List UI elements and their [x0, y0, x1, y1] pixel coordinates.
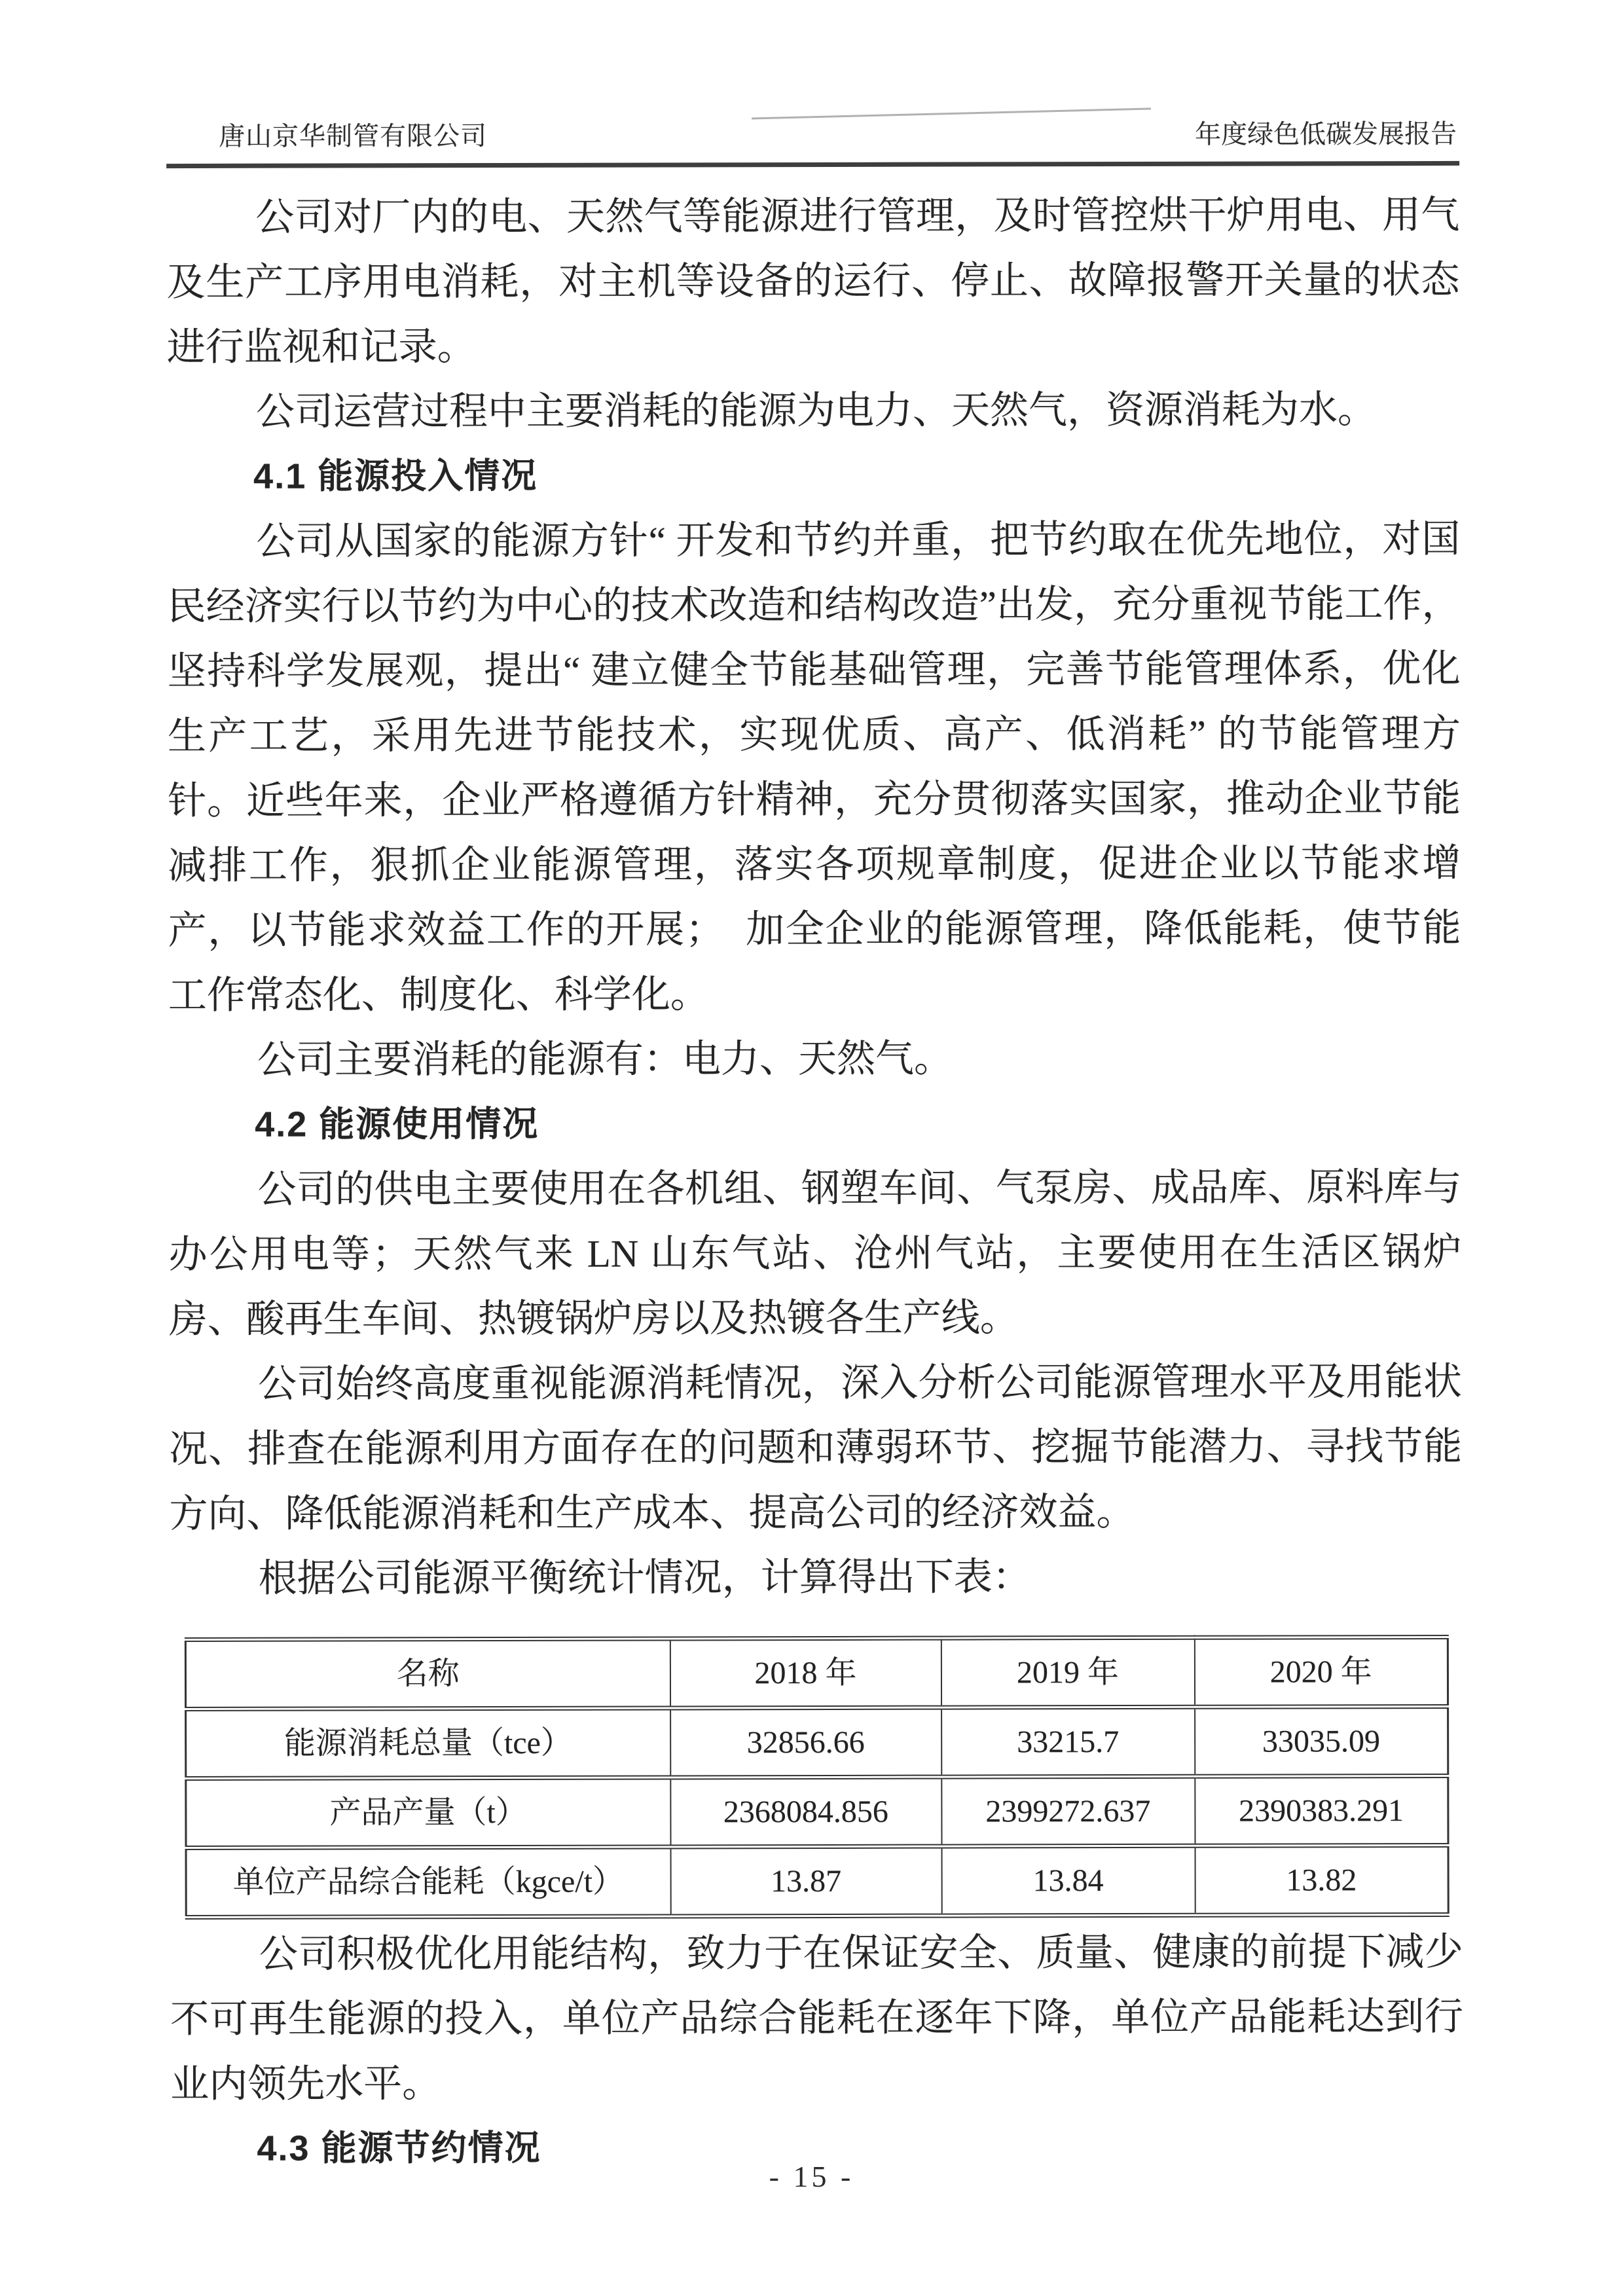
table-cell-value: 13.87	[670, 1846, 941, 1916]
section-heading-4-1: 4.1 能源投入情况	[253, 456, 538, 496]
table-cell-value: 32856.66	[670, 1707, 941, 1777]
paragraph-table-intro: 根据公司能源平衡统计情况，计算得出下表：	[258, 1555, 1031, 1600]
table-row	[186, 1776, 1448, 1848]
table-cell-value: 33035.09	[1195, 1706, 1448, 1776]
table-row	[186, 1706, 1448, 1778]
table-cell-value: 2368084.856	[670, 1777, 941, 1847]
header-company-name: 唐山京华制管有限公司	[218, 121, 488, 151]
table-cell-label: 单位产品综合能耗（kgce/t）	[186, 1847, 670, 1918]
table-header-row	[185, 1637, 1448, 1709]
table-row	[186, 1845, 1448, 1917]
table-cell-value: 13.82	[1195, 1845, 1448, 1915]
paragraph-energy-optimization: 公司积极优化用能结构，致力于在保证安全、质量、健康的前提下减少不可再生能源的投入，单位产品综合能耗在逐年下降，单位产品能耗达到行业内领先水平。	[170, 1929, 1464, 2106]
page-header	[166, 113, 1459, 168]
table-header-2019: 2019 年	[941, 1637, 1194, 1707]
paragraph-energy-policy: 公司从国家的能源方针“ 开发和节约并重，把节约取在优先地位，对国民经济实行以节约为中心的技术改造和结构改造”出发，充分重视节能工作，坚持科学发展观，提出“ 建立健全节能基础管理，完善节能管理体系，优化生产工艺，采用先进节能技术，实现优质、高产、低消耗” 的节能管理方针。近些年来，企业严格遵循方针精神，充分贯彻落实国家，推动企业节能减排工作，狠抓企业能源管理，落实各项规章制度，促进企业以节能求增产，以节能求效益工作的开展； 加全企业的能源管理，降低能耗，使节能工作常态化、制度化、科学化。	[167, 517, 1461, 1017]
paragraph-main-energy-types: 公司主要消耗的能源有：电力、天然气。	[257, 1036, 953, 1082]
table-cell-value: 13.84	[941, 1846, 1195, 1916]
energy-statistics-table	[185, 1635, 1450, 1920]
table-header-2018: 2018 年	[670, 1638, 941, 1708]
table-cell-value: 2390383.291	[1195, 1776, 1448, 1846]
section-heading-4-2: 4.2 能源使用情况	[255, 1104, 539, 1144]
paragraph-energy-management: 公司对厂内的电、天然气等能源进行管理，及时管控烘干炉用电、用气及生产工序用电消耗，对主机等设备的运行、停止、故障报警开关量的状态进行监视和记录。	[166, 192, 1460, 369]
header-report-title: 年度绿色低碳发展报告	[1194, 118, 1457, 149]
paragraph-energy-analysis: 公司始终高度重视能源消耗情况，深入分析公司能源管理水平及用能状况、排查在能源利用方面存在的问题和薄弱环节、挖掘节能潜力、寻找节能方向、降低能源消耗和生产成本、提高公司的经济效益。	[169, 1359, 1463, 1536]
page-number: - 15 -	[769, 2160, 854, 2193]
table-cell-value: 2399272.637	[941, 1776, 1195, 1846]
page-content	[166, 0, 1464, 2181]
document-body	[166, 183, 1463, 2181]
table-cell-value: 33215.7	[941, 1707, 1195, 1777]
paragraph-energy-consumed: 公司运营过程中主要消耗的能源为电力、天然气，资源消耗为水。	[255, 388, 1377, 433]
table-header-2020: 2020 年	[1194, 1637, 1448, 1707]
section-heading-4-3: 4.3 能源节约情况	[257, 2128, 541, 2168]
paragraph-electricity-gas-usage: 公司的供电主要使用在各机组、钢塑车间、气泵房、成品库、原料库与办公用电等；天然气来 LN 山东气站、沧州气站，主要使用在生活区锅炉房、酸再生车间、热镀锅炉房以及热镀各生产线。	[168, 1165, 1462, 1341]
table-cell-label: 能源消耗总量（tce）	[186, 1708, 670, 1779]
table-cell-label: 产品产量（t）	[186, 1777, 670, 1848]
table-header-name: 名称	[185, 1639, 670, 1709]
